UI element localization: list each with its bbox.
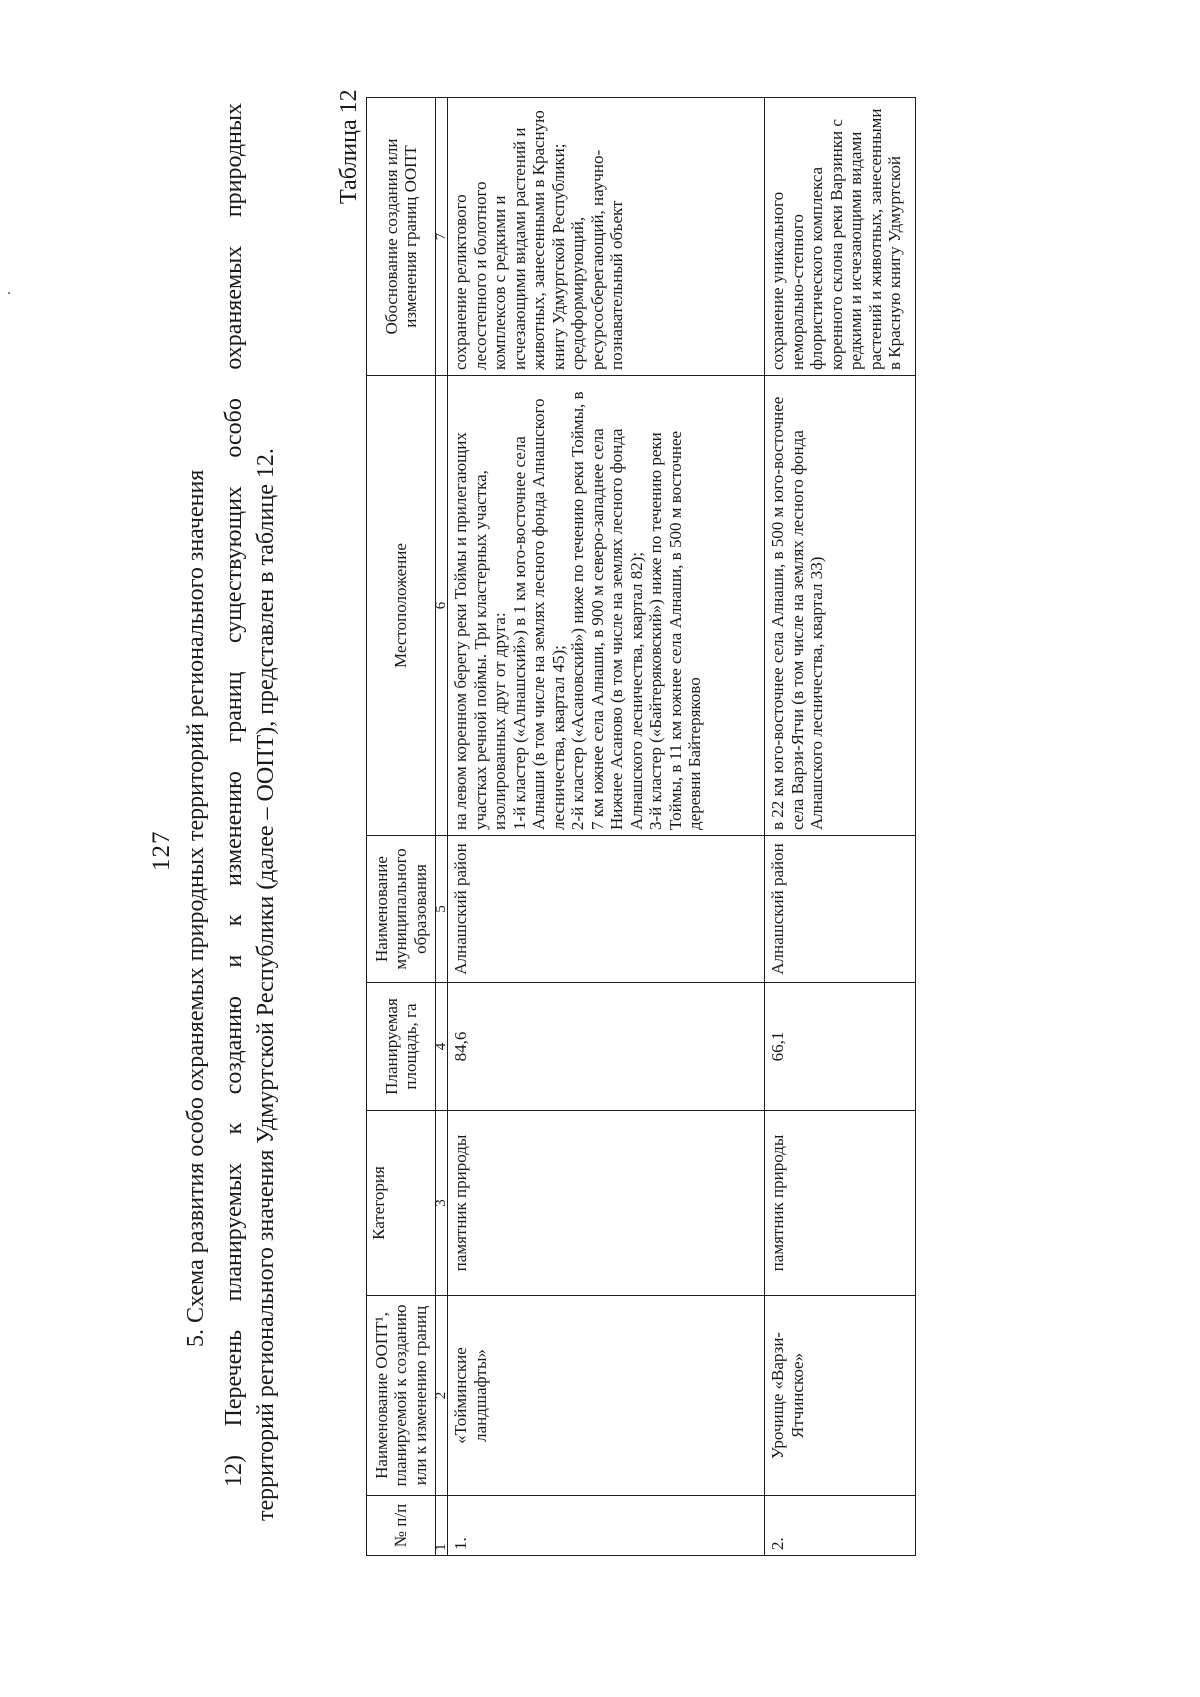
oopt-category: памятник природы (765, 1111, 916, 1296)
header-name: Наименование ООПТ¹, планируемой к созданию или к изменению границ (367, 1296, 436, 1496)
oopt-location: в 22 км юго-восточнее села Алнаши, в 500 м юго-восточнее села Варзи-Ятчи (в том числе на землях лесного фонда Алнашского лесничества, квартал 33) (765, 376, 916, 836)
row-num: 2. (765, 1496, 916, 1556)
table-row (448, 98, 765, 1556)
row-num: 1. (448, 1496, 765, 1556)
paragraph-line-2: территорий регионального значения Удмуртской Республики (далее – ООПТ), представлен в таблице 12. (253, 448, 279, 1521)
table-label: Таблица 12 (336, 89, 362, 204)
oopt-location: на левом коренном берегу реки Тоймы и прилегающих участках речной поймы. Три кластерных участка, изолированных друг от друга: 1-й кластер («Алнашский») в 1 км юго-восточнее села Алнаши (в том числе на землях лесного фонда Алнашского лесничества, квартал 45); 2-й кластер («Асановский») ниже по течению реки Тоймы, в 7 км южнее села Алнаши, в 900 м северо-западнее села Нижнее Асаново (в том числе на землях лесного фонда Алнашского лесничества, квартал 82); 3-й кластер («Байтеряковский») ниже по течению реки Тоймы, в 11 км южнее села Алнаши, в 500 м восточнее деревни Байтеряково (448, 376, 765, 836)
header-category: Категория (367, 1111, 436, 1296)
header-area: Планируемая площадь, га (367, 983, 436, 1111)
header-num: № п/п (367, 1496, 436, 1556)
oopt-category: памятник природы (448, 1111, 765, 1296)
colnum-4: 4 (436, 983, 448, 1111)
colnum-3: 3 (436, 1111, 448, 1296)
colnum-2: 2 (436, 1296, 448, 1496)
section-heading: 5. Схема развития особо охраняемых природных территорий регионального значения (183, 469, 209, 1347)
colnum-7: 7 (436, 98, 448, 376)
oopt-area: 84,6 (448, 983, 765, 1111)
oopt-name: Урочище «Варзи-Ятчинское» (765, 1296, 916, 1496)
colnum-1: 1 (436, 1496, 448, 1556)
colnum-6: 6 (436, 376, 448, 836)
oopt-justification: сохранение реликтового лесостепного и болотного комплексов с редкими и исчезающими видами растений и животных, занесенными в Красную книгу Удмуртской Республики; средоформирующий, ресурсосберегающий, научно-познавательный объект (448, 98, 765, 376)
colnum-5: 5 (436, 836, 448, 983)
oopt-municipality: Алнашский район (448, 836, 765, 983)
header-justification: Обоснование создания или изменения границ ООПТ (367, 98, 436, 376)
paragraph-line-1: 12) Перечень планируемых к созданию и к изменению границ существующих особо охраняемых природных (221, 103, 247, 1487)
header-row (367, 98, 436, 1556)
page-number: 127 (148, 830, 175, 871)
oopt-area: 66,1 (765, 983, 916, 1111)
oopt-table (366, 97, 916, 1556)
oopt-justification: сохранение уникального неморально-степного флористического комплекса коренного склона реки Варзинки с редкими и исчезающими видами растений и животных, занесенными в Красную книгу Удмуртской (765, 98, 916, 376)
header-municipality: Наименование муниципального образования (367, 836, 436, 983)
oopt-municipality: Алнашский район (765, 836, 916, 983)
oopt-name: «Тойминские ландшафты» (448, 1296, 765, 1496)
intro-paragraph (218, 103, 282, 1521)
column-number-row (436, 98, 448, 1556)
table-row (765, 98, 916, 1556)
header-location: Местоположение (367, 376, 436, 836)
